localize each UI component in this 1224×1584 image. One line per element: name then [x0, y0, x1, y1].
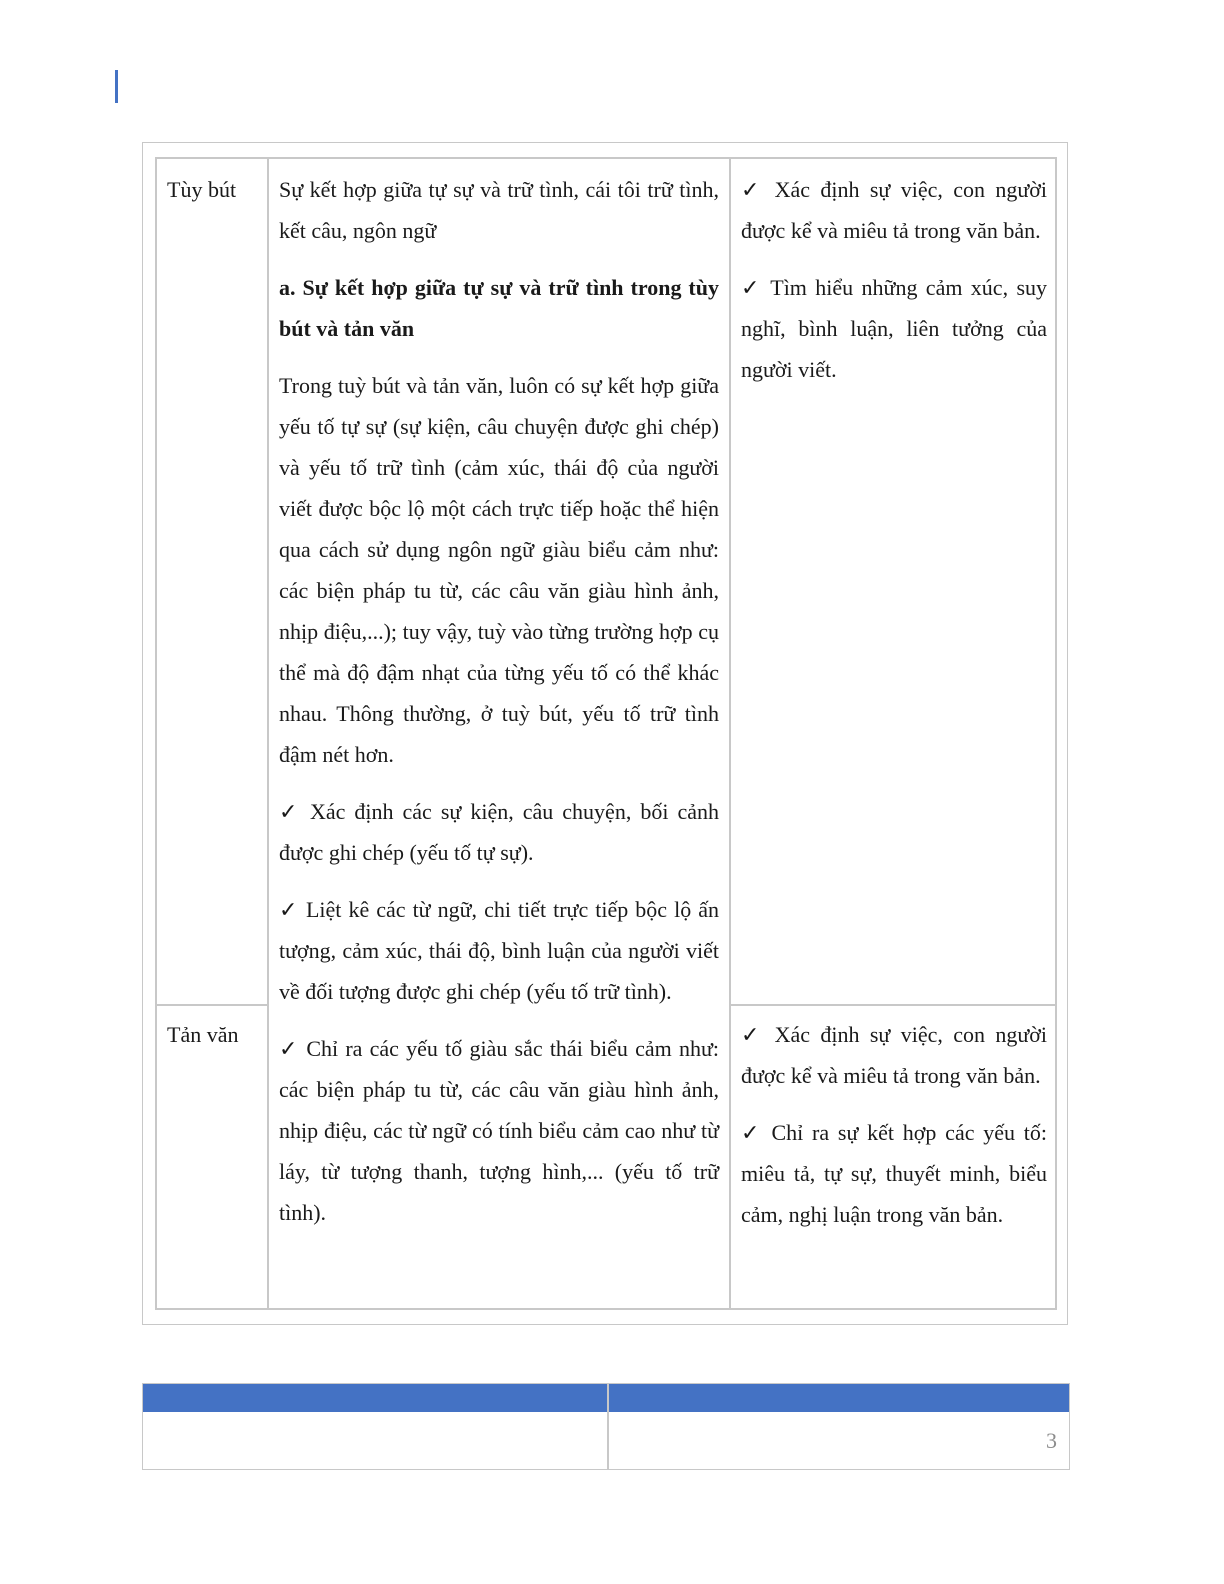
content-table	[155, 157, 1057, 1310]
right-column-tan-van	[741, 1014, 1047, 1251]
column-divider-1	[267, 159, 269, 1308]
header-accent-bar	[115, 70, 118, 103]
check-item: ✓ Xác định sự việc, con người được kể và miêu tả trong văn bản.	[741, 177, 1047, 243]
genre-label-tan-van: Tản văn	[167, 1022, 239, 1047]
check-item: ✓ Xác định sự việc, con người được kể và miêu tả trong văn bản.	[741, 1022, 1047, 1088]
footer-accent-bar	[143, 1384, 1069, 1412]
middle-body-paragraph: Trong tuỳ bút và tản văn, luôn có sự kết hợp giữa yếu tố tự sự (sự kiện, câu chuyện được ghi chép) và yếu tố trữ tình (cảm xúc, thái độ của người viết được bộc lộ một cách trực tiếp hoặc thể hiện qua cách sử dụng ngôn ngữ giàu biểu cảm như: các biện pháp tu từ, các câu văn giàu hình ảnh, nhịp điệu,...); tuy vậy, tuỳ vào từng trường hợp cụ thể mà độ đậm nhạt của từng yếu tố có thể khác nhau. Thông thường, ở tuỳ bút, yếu tố trữ tình đậm nét hơn.	[279, 373, 719, 767]
genre-label-tuy-but: Tùy bút	[167, 177, 237, 202]
section-heading: a. Sự kết hợp giữa tự sự và trữ tình trong tùy bút và tản văn	[279, 275, 719, 341]
middle-intro: Sự kết hợp giữa tự sự và trữ tình, cái tôi trữ tình, kết câu, ngôn ngữ	[279, 177, 719, 243]
check-item: ✓ Liệt kê các từ ngữ, chi tiết trực tiếp bộc lộ ấn tượng, cảm xúc, thái độ, bình luận của người viết về đối tượng được ghi chép (yếu tố trữ tình).	[279, 897, 719, 1004]
check-item: ✓ Tìm hiểu những cảm xúc, suy nghĩ, bình luận, liên tưởng của người viết.	[741, 275, 1047, 382]
check-item: ✓ Xác định các sự kiện, câu chuyện, bối cảnh được ghi chép (yếu tố tự sự).	[279, 799, 719, 865]
right-column-tuy-but	[741, 169, 1047, 406]
row-divider-right	[731, 1004, 1055, 1006]
page-number: 3	[1046, 1428, 1057, 1453]
middle-column-content	[279, 169, 719, 1249]
content-table-frame	[142, 142, 1068, 1325]
check-item: ✓ Chỉ ra các yếu tố giàu sắc thái biểu cảm như: các biện pháp tu từ, các câu văn giàu hình ảnh, nhịp điệu, các từ ngữ có tính biểu cảm cao như từ láy, từ tượng thanh, tượng hình,... (yếu tố trữ tình).	[279, 1036, 719, 1225]
footer-divider	[607, 1384, 609, 1469]
row-divider-left	[157, 1004, 267, 1006]
page-footer	[142, 1383, 1070, 1470]
check-item: ✓ Chỉ ra sự kết hợp các yếu tố: miêu tả, tự sự, thuyết minh, biểu cảm, nghị luận trong văn bản.	[741, 1120, 1047, 1227]
column-divider-2	[729, 159, 731, 1308]
